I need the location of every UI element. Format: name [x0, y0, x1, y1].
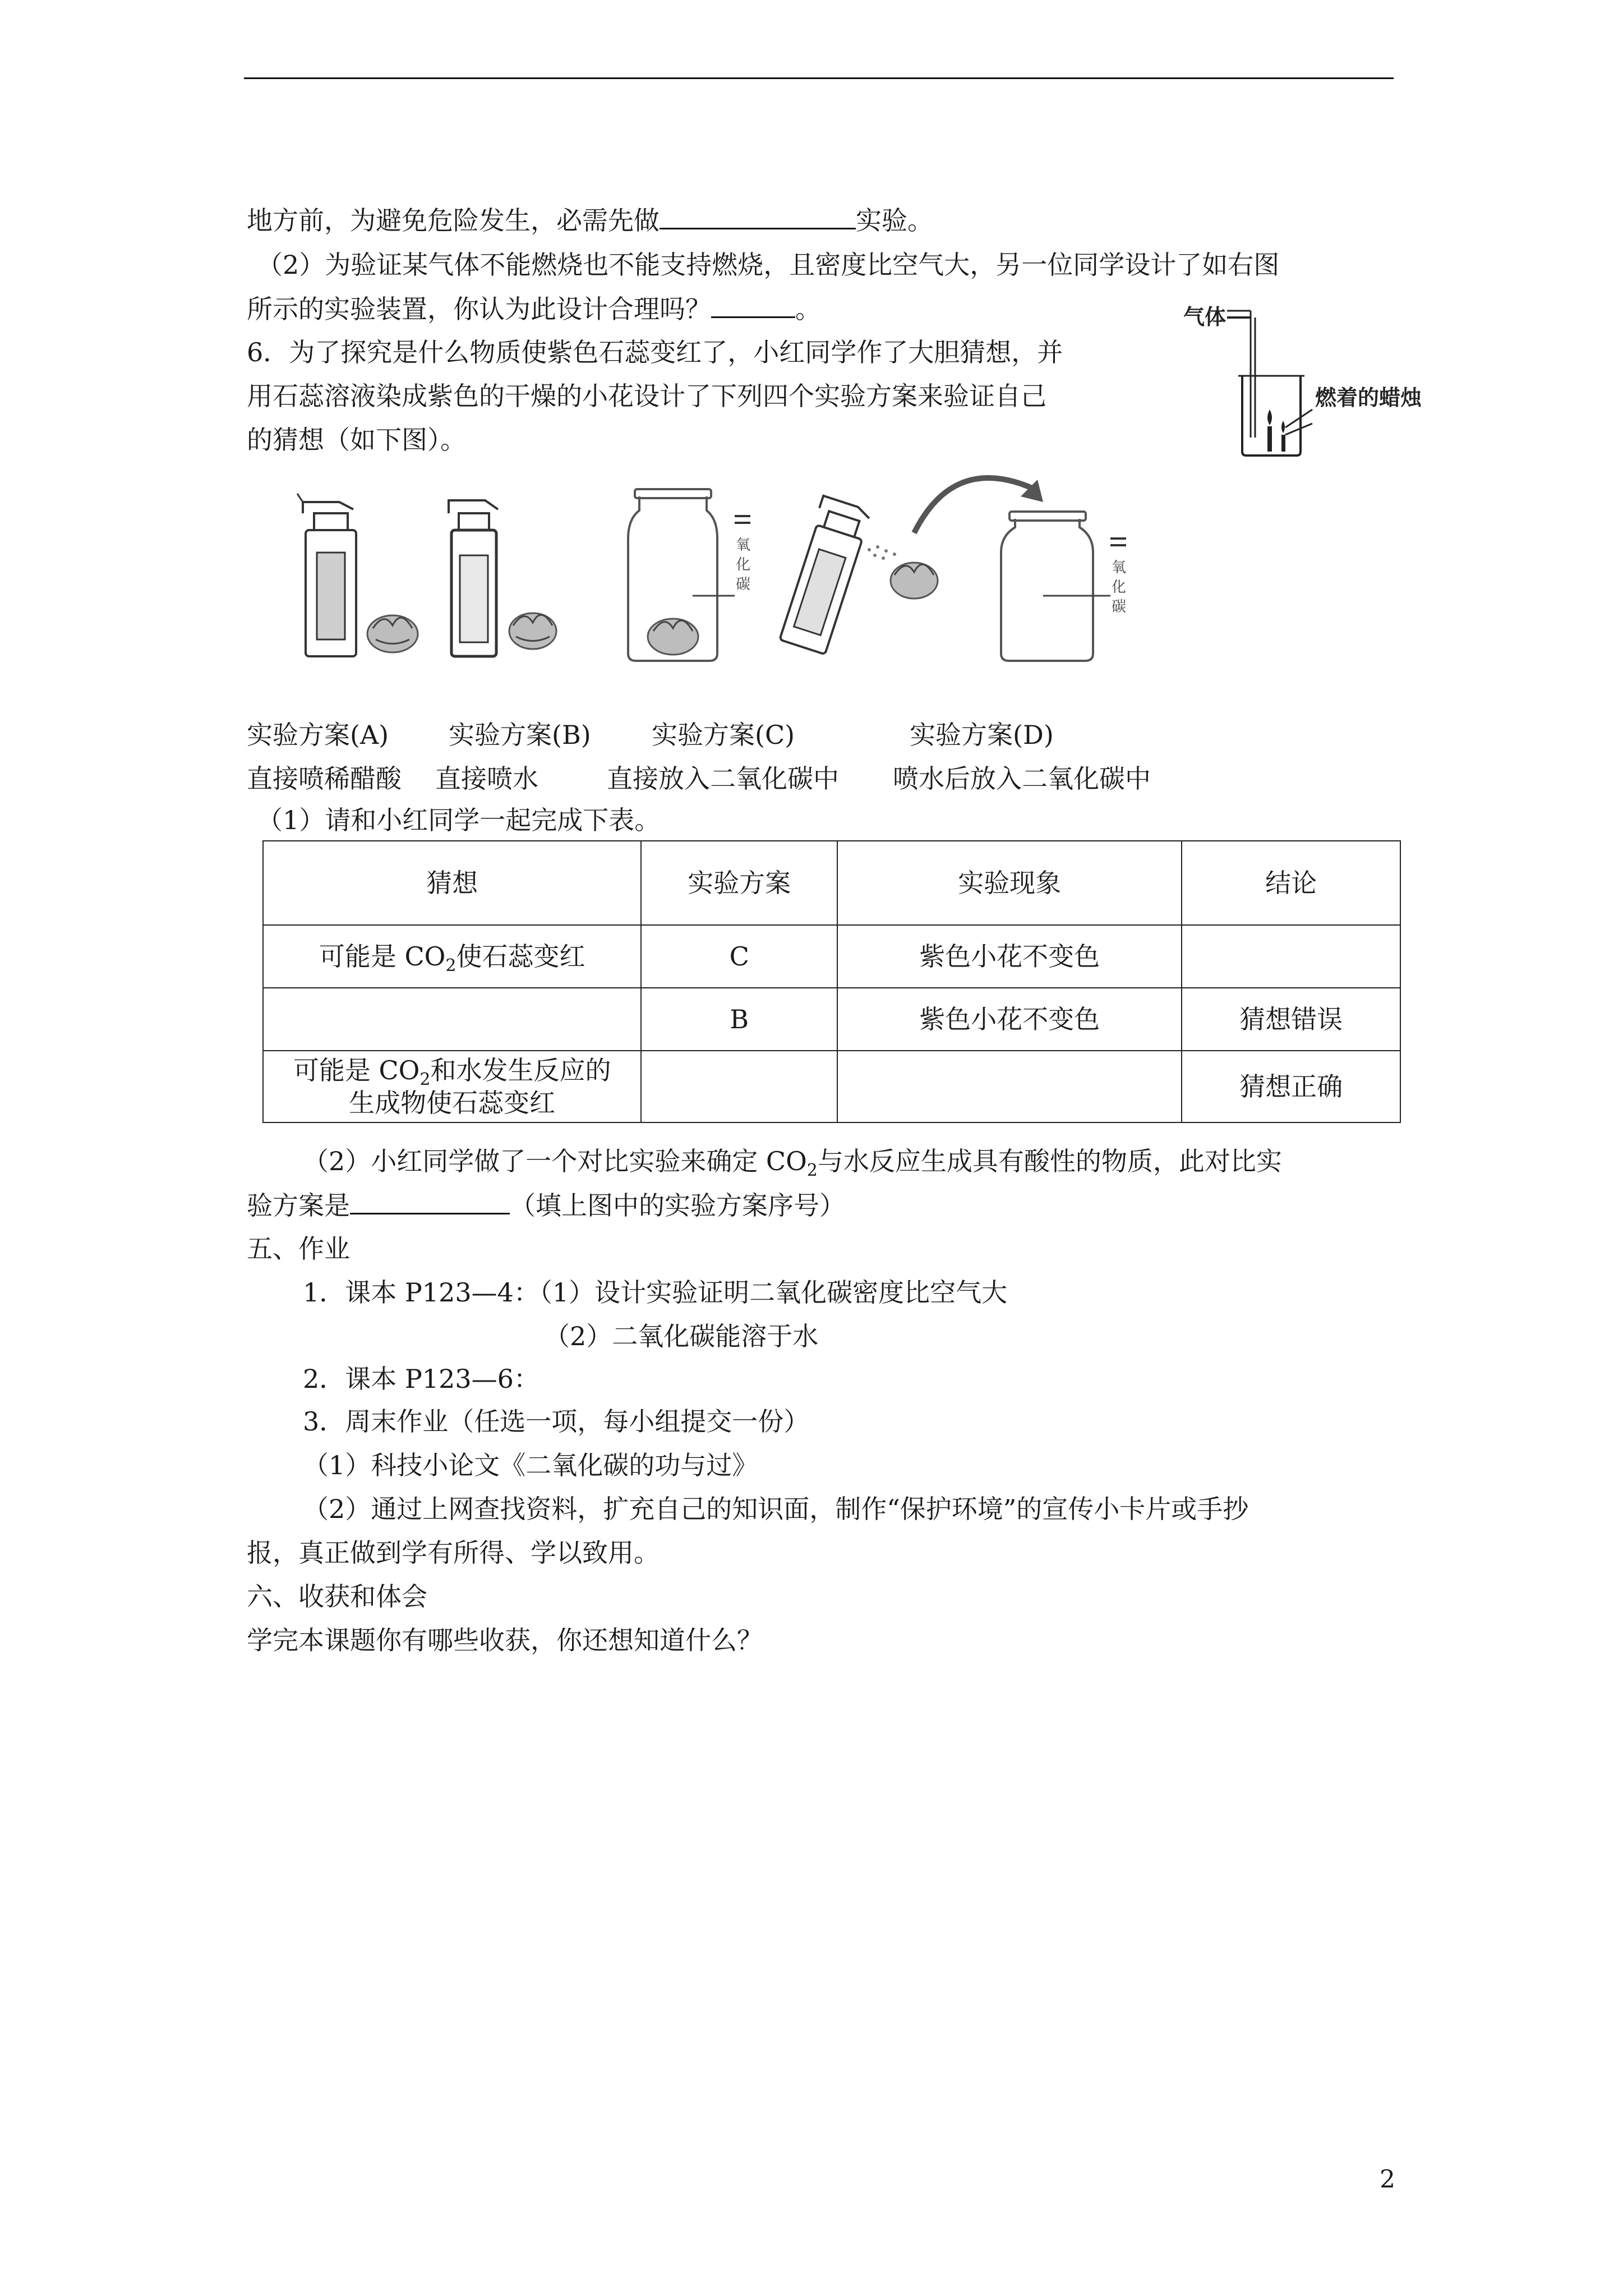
- text-line-3: [247, 292, 821, 326]
- co2-char-oxygen-d: 氧: [1112, 559, 1127, 576]
- line-1-tail: 实验。: [856, 205, 933, 236]
- answer-blank-1[interactable]: [660, 203, 856, 229]
- co2-char-hua-d: 化: [1112, 579, 1127, 596]
- text-line-5: 用石蕊溶液染成紫色的干燥的小花设计了下列四个实验方案来验证自己: [247, 381, 1046, 411]
- spray-bottle-b: [449, 500, 498, 656]
- header-conclusion: 结论: [1182, 841, 1400, 925]
- text-line-4: 6．为了探究是什么物质使紫色石蕊变红了，小红同学作了大胆猜想，并: [247, 337, 1063, 367]
- section-5-title: 五、作业: [247, 1234, 350, 1264]
- question-2-line-1: （2）小红同学做了一个对比实验来确定 $CO_2$与水反应生成具有酸性的物质，此对比实: [303, 1146, 1282, 1181]
- scheme-desc-a: 直接喷稀醋酸: [247, 763, 402, 794]
- homework-3-option-2: （2）通过上网查找资料，扩充自己的知识面，制作“保护环境”的宣传小卡片或手抄: [303, 1494, 1249, 1524]
- homework-2: 2．课本 P123—6：: [303, 1364, 540, 1394]
- gas-label: 气体: [1183, 305, 1227, 329]
- scheme-desc-d: 喷水后放入二氧化碳中: [893, 763, 1151, 794]
- homework-1-part-2: （2）二氧化碳能溶于水: [544, 1321, 819, 1351]
- cell-phenomenon-1: 紫色小花不变色: [837, 925, 1182, 988]
- cell-phenomenon-2: 紫色小花不变色: [837, 988, 1182, 1051]
- question-1: （1）请和小红同学一起完成下表。: [257, 805, 661, 835]
- table-header-row: [263, 841, 1400, 925]
- flower-b: [509, 613, 556, 649]
- co2-jar-c: [628, 489, 750, 661]
- homework-1: 1．课本 P123—4：（1）设计实验证明二氧化碳密度比空气大: [303, 1277, 1008, 1308]
- spray-bottle-a: [297, 494, 356, 656]
- table-row: [263, 925, 1400, 988]
- header-phenomenon: 实验现象: [837, 841, 1182, 925]
- flower-d: [891, 563, 938, 599]
- line-3-tail: 。: [795, 294, 821, 324]
- co2-jar-d: [1001, 512, 1126, 661]
- flower-a: [367, 615, 418, 652]
- page-number: 2: [1380, 2165, 1395, 2194]
- cell-phenomenon-3-blank[interactable]: [837, 1051, 1182, 1122]
- scheme-label-c: 实验方案(C): [652, 720, 795, 750]
- header-guess: 猜想: [263, 841, 641, 925]
- cell-guess-1: 可能是 $CO_2$使石蕊变红: [263, 925, 641, 988]
- line-1-text: 地方前，为避免危险发生，必需先做: [247, 205, 660, 236]
- answer-blank-2[interactable]: [711, 292, 795, 318]
- homework-3: 3．周末作业（任选一项，每小组提交一份）: [303, 1406, 810, 1437]
- scheme-label-b: 实验方案(B): [449, 720, 591, 750]
- candle-label: 燃着的蜡烛: [1315, 385, 1422, 410]
- scheme-desc-b: 直接喷水: [435, 763, 538, 794]
- header-rule: [244, 77, 1394, 79]
- section-6-question: 学完本课题你有哪些收获，你还想知道什么？: [247, 1625, 763, 1655]
- co2-char-tan-c: 碳: [736, 576, 751, 593]
- cell-scheme-3-blank[interactable]: [641, 1051, 837, 1122]
- candle-apparatus-figure: [1178, 297, 1436, 460]
- cell-conclusion-2: 猜想错误: [1182, 988, 1400, 1051]
- table-row: [263, 1051, 1400, 1122]
- cell-guess-2-blank[interactable]: [263, 988, 641, 1051]
- co2-char-tan-d: 碳: [1112, 599, 1127, 615]
- cell-guess-3: 可能是 $CO_2$和水发生反应的 生成物使石蕊变红: [263, 1051, 641, 1122]
- cell-scheme-1: C: [641, 925, 837, 988]
- text-line-1: [247, 203, 933, 237]
- header-scheme: 实验方案: [641, 841, 837, 925]
- section-6-title: 六、收获和体会: [247, 1581, 427, 1612]
- cell-conclusion-3: 猜想正确: [1182, 1051, 1400, 1122]
- table-row: [263, 988, 1400, 1051]
- answer-blank-3[interactable]: [350, 1188, 510, 1214]
- text-line-2: （2）为验证某气体不能燃烧也不能支持燃烧，且密度比空气大，另一位同学设计了如右图: [257, 250, 1280, 280]
- line-3-text: 所示的实验装置，你认为此设计合理吗？: [247, 294, 711, 324]
- scheme-label-d: 实验方案(D): [910, 720, 1054, 750]
- scheme-label-a: 实验方案(A): [247, 720, 389, 750]
- question-2-line-2: 验方案是 （填上图中的实验方案序号）: [247, 1188, 845, 1222]
- spray-bottle-d: [777, 496, 871, 655]
- co2-char-oxygen-c: 氧: [736, 537, 751, 554]
- scheme-desc-c: 直接放入二氧化碳中: [607, 763, 839, 794]
- experiment-table: [262, 840, 1401, 1123]
- spray-dots: [868, 545, 896, 560]
- co2-char-hua-c: 化: [736, 556, 751, 573]
- text-line-6: 的猜想（如下图）。: [247, 425, 466, 455]
- homework-3-option-2-cont: 报，真正做到学有所得、学以致用。: [247, 1538, 660, 1568]
- homework-3-option-1: （1）科技小论文《二氧化碳的功与过》: [303, 1450, 758, 1480]
- cell-scheme-2: B: [641, 988, 837, 1051]
- cell-conclusion-1-blank[interactable]: [1182, 925, 1400, 988]
- experiment-illustrations: [292, 449, 1155, 673]
